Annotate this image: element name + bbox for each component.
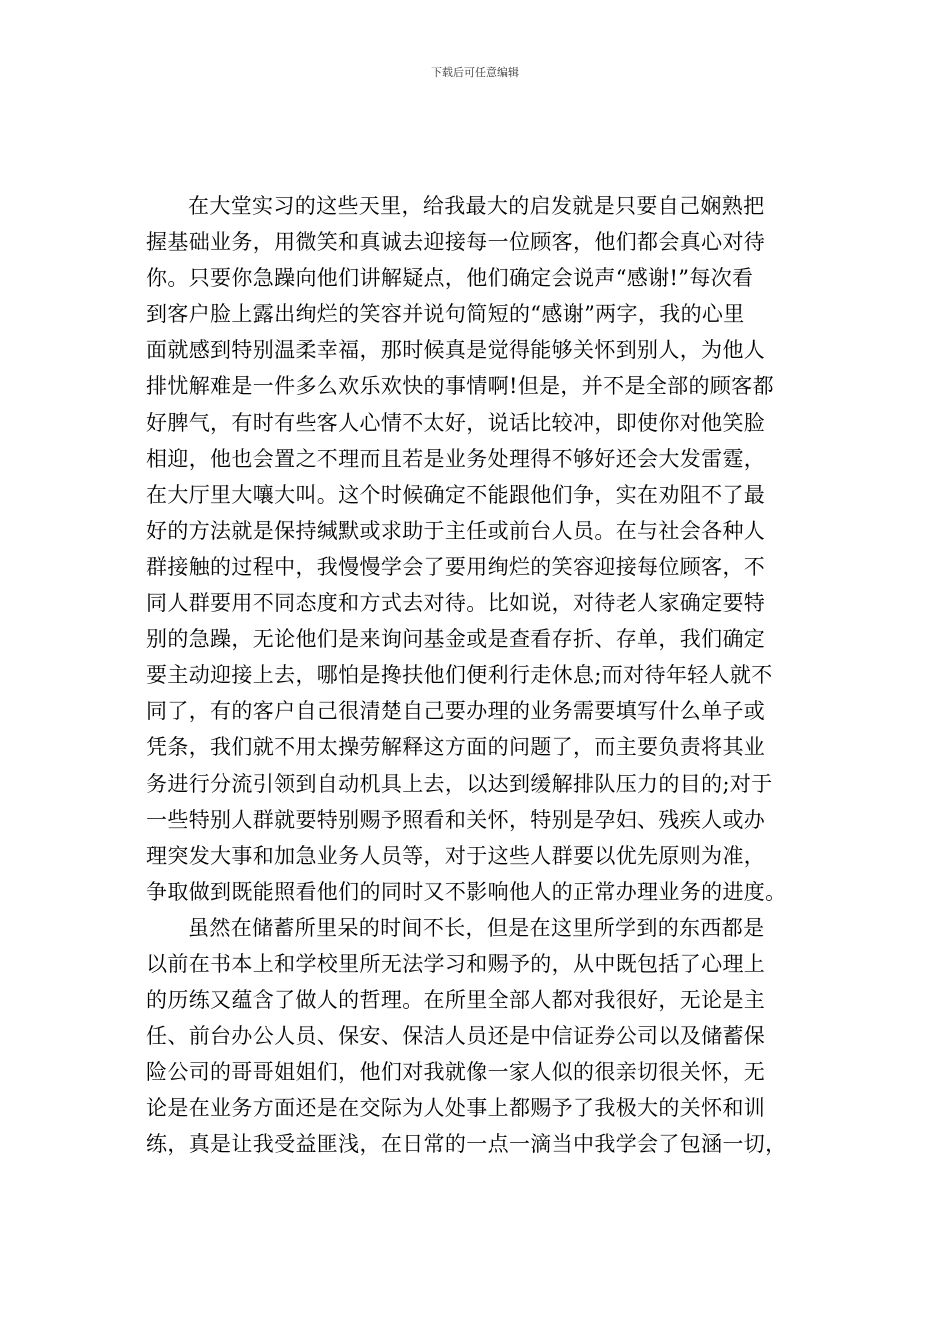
text-line: 在大堂实习的这些天里，给我最大的启发就是只要自己娴熟把	[188, 194, 765, 218]
text-line: 要主动迎接上去，哪怕是搀扶他们便利行走休息;而对待年轻人就不	[146, 663, 773, 688]
paragraph-1	[146, 188, 810, 910]
text-line: 你。只要你急躁向他们讲解疑点，他们确定会说声“感谢!”每次看	[146, 266, 754, 291]
text-line: 别的急躁，无论他们是来询问基金或是查看存折、存单，我们确定	[146, 627, 766, 652]
text-line: 务进行分流引领到自动机具上去，以达到缓解排队压力的目的;对于	[146, 771, 773, 796]
text-line: 面就感到特别温柔幸福，那时候真是觉得能够关怀到别人，为他人	[146, 338, 766, 363]
text-line: 群接触的过程中，我慢慢学会了要用绚烂的笑容迎接每位顾客，不	[146, 554, 766, 579]
header-note: 下载后可任意编辑	[431, 66, 519, 79]
text-line: 好脾气，有时有些客人心情不太好，说话比较冲，即使你对他笑脸	[146, 410, 766, 435]
text-line: 以前在书本上和学校里所无法学习和赐予的，从中既包括了心理上	[146, 951, 766, 976]
text-line: 同了，有的客户自己很清楚自己要办理的业务需要填写什么单子或	[146, 699, 766, 724]
text-line: 同人群要用不同态度和方式去对待。比如说，对待老人家确定要特	[146, 591, 766, 616]
text-line: 握基础业务，用微笑和真诚去迎接每一位顾客，他们都会真心对待	[146, 230, 766, 255]
text-line: 理突发大事和加急业务人员等，对于这些人群要以优先原则为准，	[146, 843, 766, 868]
paragraph-2	[146, 910, 810, 1163]
body-text	[146, 188, 810, 1163]
text-line: 一些特别人群就要特别赐予照看和关怀，特别是孕妇、残疾人或办	[146, 807, 766, 832]
text-line: 凭条，我们就不用太操劳解释这方面的问题了，而主要负责将其业	[146, 735, 766, 760]
text-line: 论是在业务方面还是在交际为人处事上都赐予了我极大的关怀和训	[146, 1096, 766, 1121]
text-line: 到客户脸上露出绚烂的笑容并说句简短的“感谢”两字，我的心里	[146, 302, 745, 327]
text-line: 的历练又蕴含了做人的哲理。在所里全部人都对我很好，无论是主	[146, 988, 766, 1013]
text-line: 在大厅里大嚷大叫。这个时候确定不能跟他们争，实在劝阻不了最	[146, 482, 766, 507]
text-line: 排忧解难是一件多么欢乐欢快的事情啊!但是，并不是全部的顾客都	[146, 374, 774, 399]
text-line: 虽然在储蓄所里呆的时间不长，但是在这里所学到的东西都是	[188, 915, 765, 940]
text-line: 争取做到既能照看他们的同时又不影响他人的正常办理业务的进度。	[146, 879, 787, 904]
text-line: 任、前台办公人员、保安、保洁人员还是中信证券公司以及储蓄保	[146, 1024, 766, 1049]
text-line: 险公司的哥哥姐姐们，他们对我就像一家人似的很亲切很关怀，无	[146, 1060, 766, 1085]
text-line: 好的方法就是保持缄默或求助于主任或前台人员。在与社会各种人	[146, 518, 766, 543]
text-line: 相迎，他也会置之不理而且若是业务处理得不够好还会大发雷霆，	[146, 446, 766, 471]
text-line: 练，真是让我受益匪浅，在日常的一点一滴当中我学会了包涵一切，	[146, 1132, 787, 1157]
